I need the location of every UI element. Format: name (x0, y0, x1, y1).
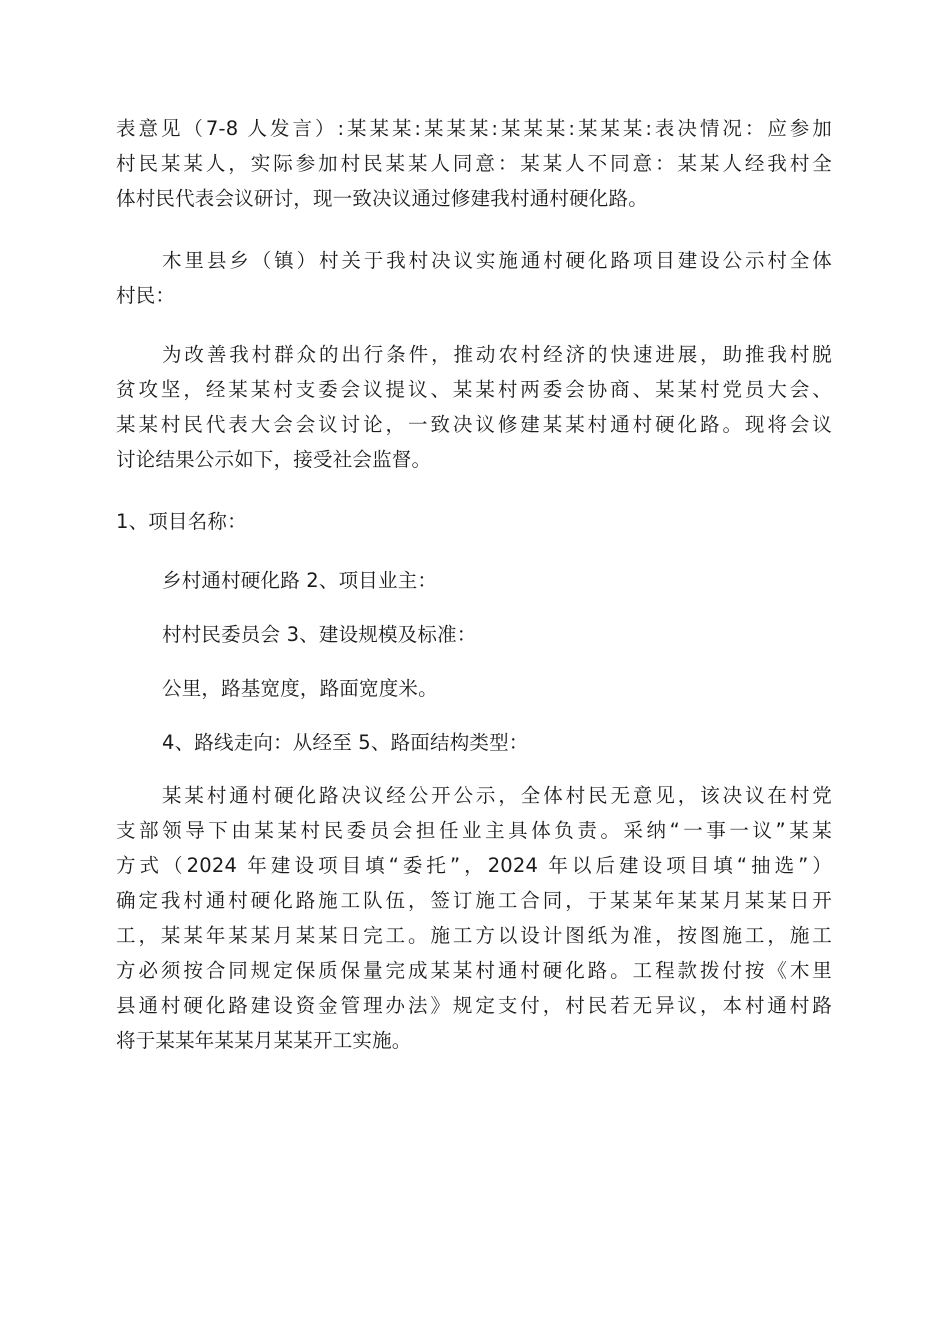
paragraph-implementation (116, 778, 832, 1058)
paragraph-line: 木里县乡（镇）村关于我村决议实施通村硬化路项目建设公示村全体 (162, 249, 832, 272)
paragraph-line: 县通村硬化路建设资金管理办法》规定支付，村民若无异议，本村通村路 (116, 994, 832, 1017)
item-road-width (116, 671, 832, 706)
item-text: 乡村通村硬化路 2、项目业主： (162, 569, 438, 592)
item-text: 公里，路基宽度，路面宽度米。 (162, 677, 438, 700)
paragraph-line: 讨论结果公示如下，接受社会监督。 (116, 448, 432, 471)
paragraph-line: 支部领导下由某某村民委员会担任业主具体负责。采纳“一事一议”某某 (116, 819, 832, 842)
paragraph-meeting-result (116, 111, 832, 216)
paragraph-line: 将于某某年某某月某某开工实施。 (116, 1029, 412, 1052)
paragraph-line: 工，某某年某某月某某日完工。施工方以设计图纸为准，按图施工，施工 (116, 924, 832, 947)
item-route-direction (116, 725, 832, 760)
paragraph-line: 方式（2024 年建设项目填“委托”，2024 年以后建设项目填“抽选”） (116, 854, 832, 877)
paragraph-line: 某某村民代表大会会议讨论，一致决议修建某某村通村硬化路。现将会议 (116, 413, 832, 436)
paragraph-line: 为改善我村群众的出行条件，推动农村经济的快速进展，助推我村脱 (162, 343, 832, 366)
paragraph-line: 村民某某人，实际参加村民某某人同意：某某人不同意：某某人经我村全 (116, 152, 832, 175)
paragraph-purpose (116, 337, 832, 477)
paragraph-line: 体村民代表会议研讨，现一致决议通过修建我村通村硬化路。 (116, 187, 648, 210)
paragraph-line: 方必须按合同规定保质保量完成某某村通村硬化路。工程款拨付按《木里 (116, 959, 832, 982)
paragraph-notice-heading (116, 243, 832, 313)
paragraph-line: 村民： (116, 284, 176, 307)
item-text: 4、路线走向：从经至 5、路面结构类型： (162, 731, 529, 754)
paragraph-line: 某某村通村硬化路决议经公开公示，全体村民无意见，该决议在村党 (162, 784, 832, 807)
item-construction-scale (116, 617, 832, 652)
item-text: 村村民委员会 3、建设规模及标准： (162, 623, 477, 646)
paragraph-line: 贫攻坚，经某某村支委会议提议、某某村两委会协商、某某村党员大会、 (116, 378, 832, 401)
paragraph-line: 表意见（7-8 人发言）:某某某:某某某:某某某:某某某:表决情况：应参加 (116, 117, 832, 140)
item-project-owner (116, 563, 832, 598)
item-text: 1、项目名称： (116, 510, 247, 533)
paragraph-line: 确定我村通村硬化路施工队伍，签订施工合同，于某某年某某月某某日开 (116, 889, 832, 912)
item-project-name (116, 504, 832, 539)
